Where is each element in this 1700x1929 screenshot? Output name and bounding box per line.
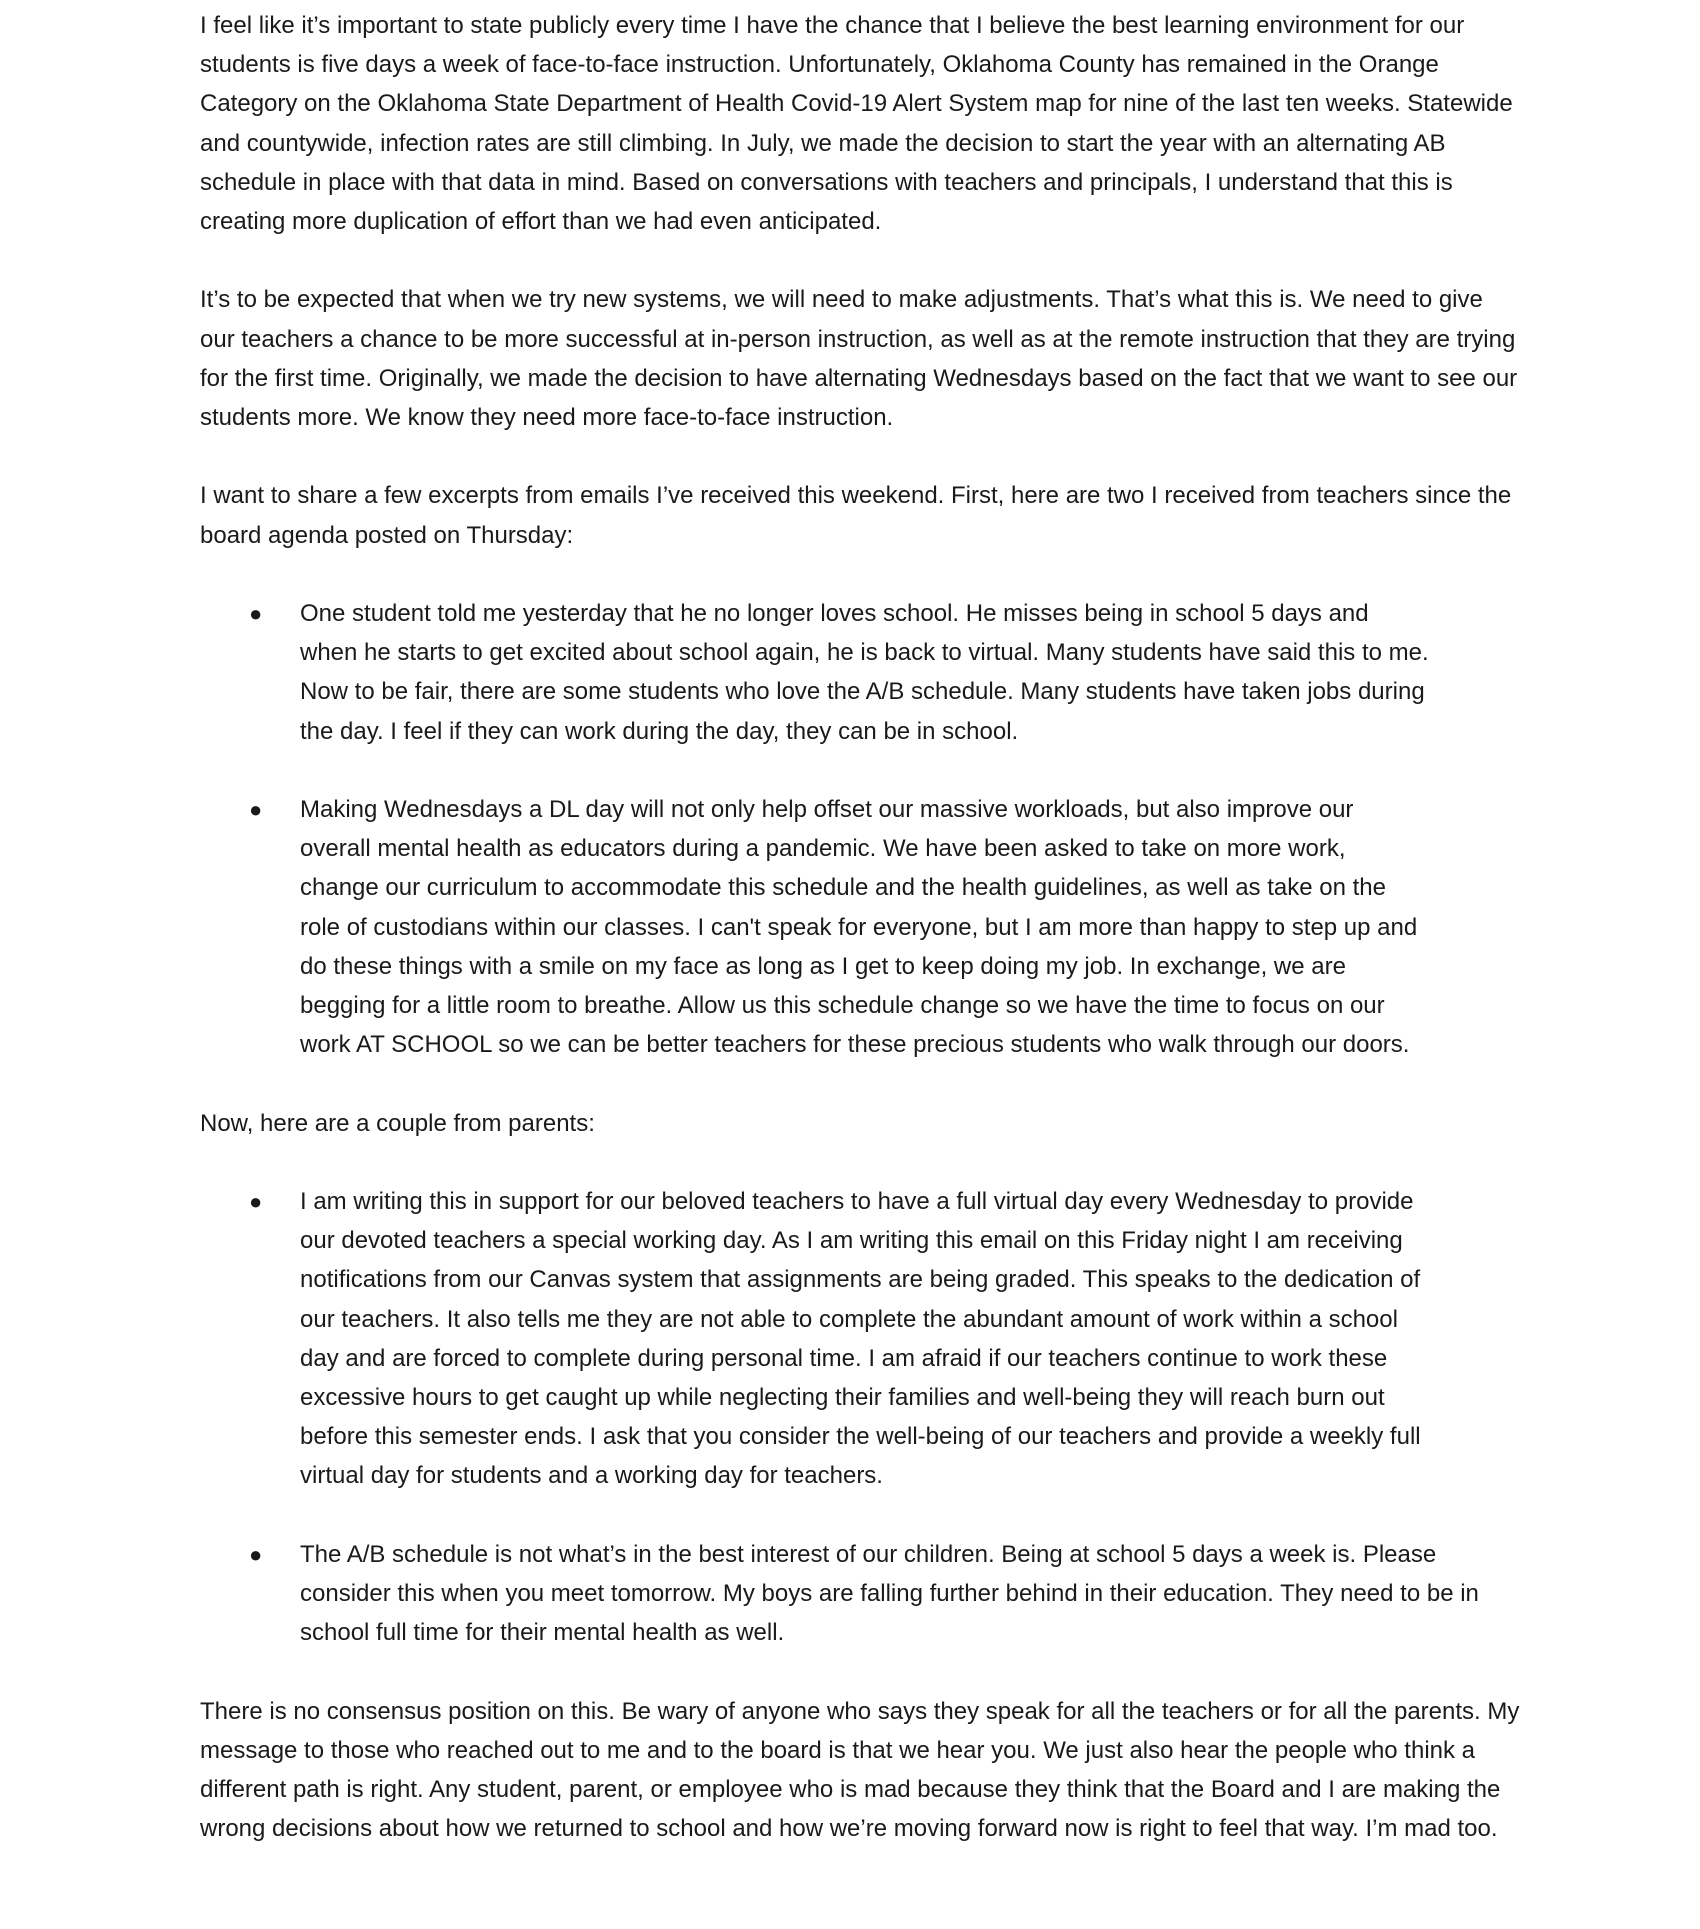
bullet-icon: ● <box>249 1541 263 1567</box>
teacher-quote-text: One student told me yesterday that he no longer loves school. He misses being in school 5 days and when he starts to get excited about school again, he is back to virtual. Many students have said this to me. Now to be fair, there are some students who love the A/B schedule. Many students have taken jobs during the day. I feel if they can work during the day, they can be in school. <box>300 600 1429 745</box>
parent-quote-text: The A/B schedule is not what’s in the best interest of our children. Being at school 5 days a week is. Please consider this when you meet tomorrow. My boys are falling further behind in their education. They need to be in school full time for their mental health as well. <box>300 1540 1479 1647</box>
document-page <box>200 6 1520 1888</box>
list-item <box>200 1535 1520 1653</box>
paragraph-adjustments: It’s to be expected that when we try new systems, we will need to make adjustments. That’s what this is. We need to give our teachers a chance to be more successful at in-person instruction, as well as at the remote instruction that they are trying for the first time. Originally, we made the decision to have alternating Wednesdays based on the fact that we want to see our students more. We know they need more face-to-face instruction. <box>200 286 1518 432</box>
bullet-icon: ● <box>249 601 263 626</box>
paragraph-parent-excerpts-intro: Now, here are a couple from parents: <box>200 1109 595 1137</box>
teacher-quote-text: Making Wednesdays a DL day will not only help offset our massive workloads, but also improve our overall mental health as educators during a pandemic. We have been asked to take on more work, change our curriculum to accommodate this schedule and the health guidelines, as well as take on the role of custodians within our classes. I can't speak for everyone, but I am more than happy to step up and do these things with a smile on my face as long as I get to keep doing my job. In exchange, we are begging for a little room to breathe. Allow us this schedule change so we have the time to focus on our work AT SCHOOL so we can be better teachers for these precious students who walk through our doors. <box>300 796 1418 1059</box>
teacher-quote-list <box>200 594 1520 1064</box>
bullet-icon: ● <box>249 797 263 822</box>
list-item <box>200 790 1430 1064</box>
parent-quote-text: I am writing this in support for our beloved teachers to have a full virtual day every Wednesday to provide our devoted teachers a special working day. As I am writing this email on this Friday night I am receiving notifications from our Canvas system that assignments are being graded. This speaks to the dedication of our teachers. It also tells me they are not able to complete the abundant amount of work within a school day and are forced to complete during personal time. I am afraid if our teachers continue to work these excessive hours to get caught up while neglecting their families and well-being they will reach burn out before this semester ends. I ask that you consider the well-being of our teachers and provide a weekly full virtual day for students and a working day for teachers. <box>300 1188 1421 1490</box>
paragraph-teacher-excerpts-intro: I want to share a few excerpts from emails I’ve received this weekend. First, here are two I received from teachers since the board agenda posted on Thursday: <box>200 482 1512 549</box>
paragraph-no-consensus: There is no consensus position on this. Be wary of anyone who says they speak for all the teachers or for all the parents. My message to those who reached out to me and to the board is that we hear you. We just also hear the people who think a different path is right. Any student, parent, or employee who is mad because they think that the Board and I are making the wrong decisions about how we returned to school and how we’re moving forward now is right to feel that way. I’m mad too. <box>200 1697 1520 1843</box>
list-item <box>200 594 1430 751</box>
list-item <box>200 1182 1440 1496</box>
bullet-icon: ● <box>249 1189 263 1214</box>
parent-quote-list <box>200 1182 1520 1652</box>
paragraph-intro-learning-environment: I feel like it’s important to state publicly every time I have the chance that I believe the best learning environment for our students is five days a week of face-to-face instruction. Unfortunately, Oklahoma County has remained in the Orange Category on the Oklahoma State Department of Health Covid-19 Alert System map for nine of the last ten weeks. Statewide and countywide, infection rates are still climbing. In July, we made the decision to start the year with an alternating AB schedule in place with that data in mind. Based on conversations with teachers and principals, I understand that this is creating more duplication of effort than we had even anticipated. <box>200 12 1513 236</box>
